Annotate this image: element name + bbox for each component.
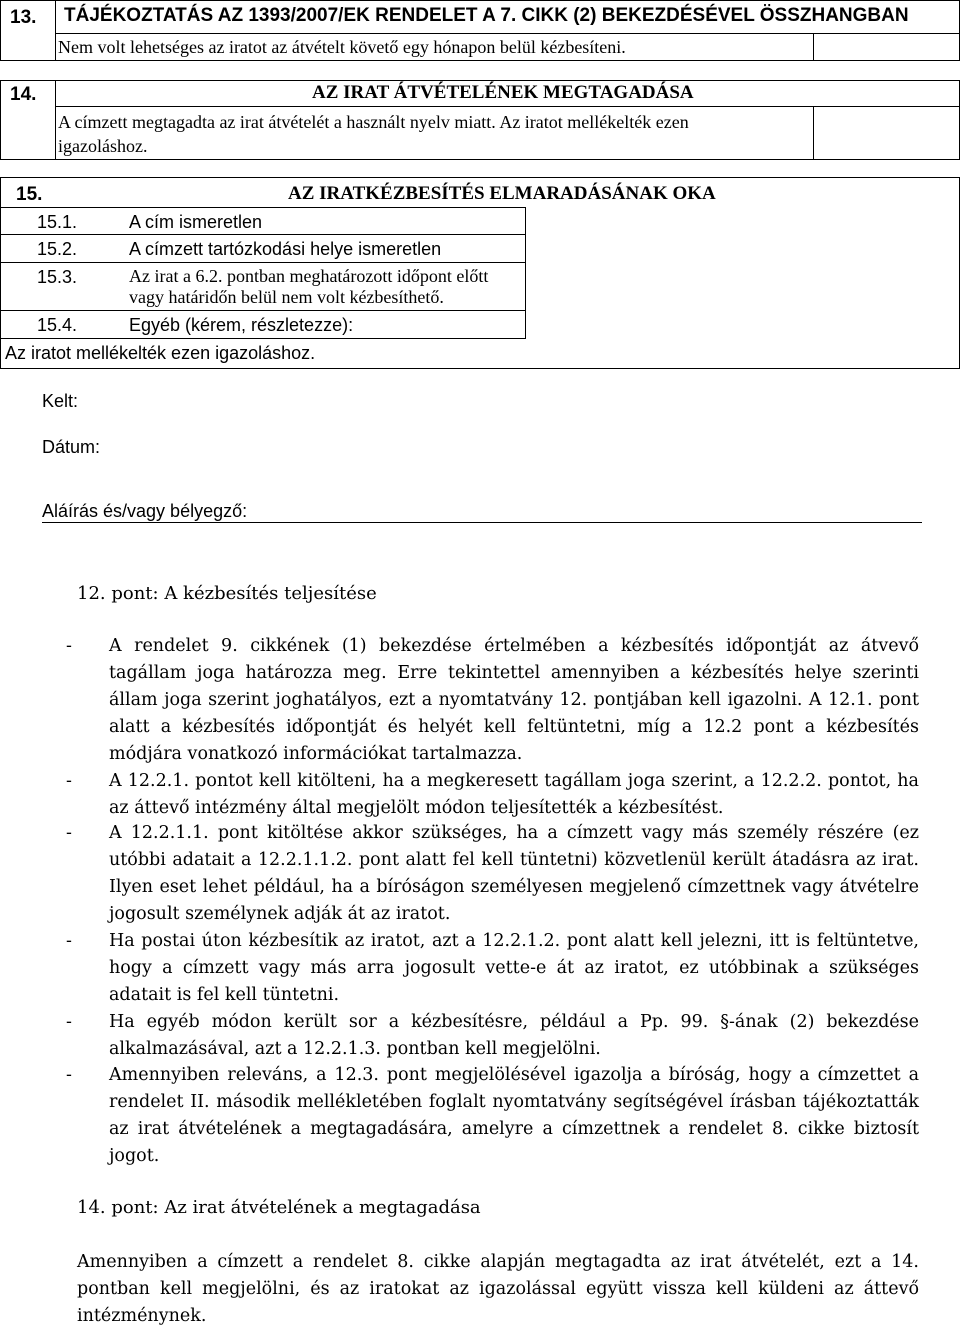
section-15-number: 15. bbox=[16, 184, 43, 205]
bullet-paragraph-2: A 12.2.1. pontot kell kitölteni, ha a megkeresett tagállam joga szerint, a 12.2.2. pontot, ha az áttevő intézmény által megjelölt módon teljesítették a kézbesítést. bbox=[109, 771, 919, 818]
section-13-number: 13. bbox=[10, 7, 37, 28]
bullet-dash: - bbox=[66, 636, 72, 656]
reason-15-3-label-line1: Az irat a 6.2. pontban meghatározott időpont előtt bbox=[129, 266, 489, 286]
bullet-paragraph-1: A rendelet 9. cikkének (1) bekezdése értelmében a kézbesítés időpontját az átvevő tagállam joga határozza meg. Erre tekintettel amennyiben a kézbesítés helye szerinti állam joga szerint joghatályos, ezt a nyomtatvány 12. pontjában kell igazolni. A 12.1. pont alatt a kézbesítés időpontját és helyét kell feltüntetni, míg a 12.2 pont a kézbesítés módjára vonatkozó információkat tartalmazza. bbox=[109, 636, 919, 764]
bullet-dash: - bbox=[66, 1012, 72, 1032]
reason-15-4-label: Egyéb (kérem, részletezze): bbox=[129, 315, 354, 335]
bullet-paragraph-6: Amennyiben releváns, a 12.3. pont megjelölésével igazolja a bíróság, hogy a címzettet a rendelet II. második mellékletében foglalt nyomtatvány segítségével írásban tájékoztatták az irat átvételének a megtagadására, amelyre a címzettnek a rendelet 8. cikke biztosít jogot. bbox=[109, 1065, 919, 1166]
reason-15-3-number: 15.3. bbox=[37, 267, 78, 287]
reason-15-2-number: 15.2. bbox=[37, 239, 78, 259]
heading-point-12: 12. pont: A kézbesítés teljesítése bbox=[77, 583, 377, 604]
reason-15-2-label: A címzett tartózkodási helye ismeretlen bbox=[129, 239, 442, 259]
bullet-paragraph-5: Ha egyéb módon került sor a kézbesítésre, például a Pp. 99. §-ának (2) bekezdése alkalmazásával, azt a 12.2.1.3. pontban kell megjelölni. bbox=[109, 1012, 919, 1059]
section-13-checkbox[interactable] bbox=[813, 33, 960, 60]
bullet-paragraph-3: A 12.2.1.1. pont kitöltése akkor szükséges, ha a címzett vagy más személy részére (ez utóbbi adatait a 12.2.1.1.2. pont alatt fel kell tüntetni) közvetlenül került átadásra az irat. Ilyen eset lehet például, ha a bíróságon személyesen megjelenő címzettnek vagy átvételre jogosult személynek adják át az iratot. bbox=[109, 823, 919, 924]
reason-15-1-number: 15.1. bbox=[37, 212, 78, 232]
section-14-text-line2: igazoláshoz. bbox=[58, 136, 148, 156]
reason-15-4-number: 15.4. bbox=[37, 315, 78, 335]
signature-line bbox=[42, 522, 922, 523]
section-15-note: Az iratot mellékelték ezen igazoláshoz. bbox=[5, 343, 316, 363]
signature-label: Aláírás és/vagy bélyegző: bbox=[42, 501, 248, 521]
section-13-text: Nem volt lehetséges az iratot az átvételt követő egy hónapon belül kézbesíteni. bbox=[58, 37, 626, 57]
bullet-dash: - bbox=[66, 1065, 72, 1085]
bullet-dash: - bbox=[66, 771, 72, 791]
bullet-dash: - bbox=[66, 823, 72, 843]
reason-15-1-label: A cím ismeretlen bbox=[129, 212, 263, 232]
section-14-title: AZ IRAT ÁTVÉTELÉNEK MEGTAGADÁSA bbox=[312, 82, 694, 103]
section-14-text-line1: A címzett megtagadta az irat átvételét a használt nyelv miatt. Az iratot mellékelték ezen bbox=[58, 112, 689, 132]
section-14-checkbox[interactable] bbox=[813, 106, 960, 159]
section-15-title: AZ IRATKÉZBESÍTÉS ELMARADÁSÁNAK OKA bbox=[288, 183, 716, 204]
section-14-number: 14. bbox=[10, 84, 37, 105]
bullet-dash: - bbox=[66, 931, 72, 951]
reason-15-3-label-line2: vagy határidőn belül nem volt kézbesíthető. bbox=[129, 287, 444, 307]
bullet-paragraph-4: Ha postai úton kézbesítik az iratot, azt a 12.2.1.2. pont alatt kell jelezni, itt is feltüntetve, hogy a címzett vagy más arra jogosult vette-e át az iratot, ez utóbbinak a szükséges adatait is fel kell tüntetni. bbox=[109, 931, 919, 1005]
final-paragraph: Amennyiben a címzett a rendelet 8. cikke alapján megtagadta az irat átvételét, ezt a 14. pontban kell megjelölni, és az iratokat az igazolással együtt vissza kell küldeni az áttevő intézménynek. bbox=[77, 1252, 919, 1326]
kelt-label: Kelt: bbox=[42, 391, 79, 411]
heading-point-14: 14. pont: Az irat átvételének a megtagadása bbox=[77, 1197, 481, 1218]
datum-label: Dátum: bbox=[42, 437, 101, 457]
section-13-title: TÁJÉKOZTATÁS AZ 1393/2007/EK RENDELET A 7. CIKK (2) BEKEZDÉSÉVEL ÖSSZHANGBAN bbox=[64, 5, 909, 26]
